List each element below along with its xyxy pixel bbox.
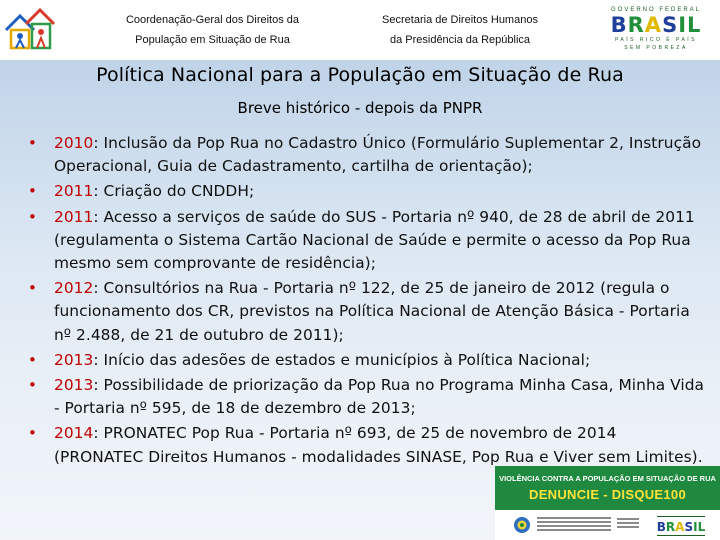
item-year: 2010	[54, 134, 94, 152]
banner-green-panel	[495, 466, 720, 510]
brasil-logo-top-text: GOVERNO FEDERAL	[610, 7, 701, 13]
brasil-logo-word	[608, 14, 704, 36]
item-text: : Acesso a serviços de saúde do SUS - Portaria nº 940, de 28 de abril de 2011 (regulamenta o Sistema Cartão Nacional de Saúde e permite o acesso da Pop Rua mesmo sem comprovante de residência);	[54, 207, 695, 273]
brasil-mini-logo	[651, 516, 711, 536]
bullet-icon: •	[28, 207, 37, 226]
bullet-icon: •	[28, 182, 37, 201]
list-item	[28, 132, 708, 178]
item-year: 2011	[54, 182, 94, 201]
bullet-icon: •	[28, 424, 37, 443]
banner-logos-strip	[495, 510, 720, 540]
ministry-text-logo	[537, 517, 611, 535]
item-text: : Inclusão da Pop Rua no Cadastro Único (Formulário Suplementar 2, Instrução Operacional, Guia de Cadastramento, cartilha de orientação);	[54, 134, 702, 176]
list-item	[28, 206, 708, 276]
item-year: 2011	[54, 207, 94, 226]
brasil-government-logo	[608, 6, 704, 51]
list-item	[28, 277, 708, 347]
disque100-banner	[495, 466, 720, 540]
bullet-icon: •	[28, 134, 37, 152]
banner-violence-text: VIOLÊNCIA CONTRA A POPULAÇÃO EM SITUAÇÃO DE RUA	[499, 474, 716, 483]
item-year: 2013	[54, 350, 94, 369]
secretariat-text-logo	[617, 518, 639, 532]
list-item	[28, 374, 708, 420]
bullet-icon: •	[28, 350, 37, 369]
republic-seal-icon	[513, 515, 531, 535]
list-item	[28, 422, 708, 468]
list-item	[28, 349, 708, 372]
coordination-title	[100, 10, 325, 50]
list-item	[28, 180, 708, 203]
banner-denuncie-text: DENUNCIE - DISQUE100	[529, 487, 686, 502]
item-year: 2013	[54, 376, 94, 395]
item-text: : PRONATEC Pop Rua - Portaria nº 693, de 25 de novembro de 2014 (PRONATEC Direitos Humanos - modalidades SINASE, Pop Rua e Viver sem Limites).	[54, 424, 703, 466]
secretariat-line-1: Secretaria de Direitos Humanos	[382, 14, 538, 26]
brasil-logo-letter-r: R	[627, 13, 645, 37]
item-text: : Início das adesões de estados e municípios à Política Nacional;	[93, 350, 591, 369]
bullet-icon: •	[28, 279, 37, 298]
brasil-mini-word: BRASIL	[656, 520, 706, 534]
brasil-logo-letter-b: B	[610, 13, 628, 37]
item-year: 2012	[54, 279, 94, 298]
secretariat-title	[355, 10, 565, 50]
brasil-logo-letters-il: IL	[678, 13, 702, 37]
brasil-logo-letter-s: S	[662, 13, 679, 37]
item-text: : Possibilidade de priorização da Pop Rua no Programa Minha Casa, Minha Vida - Portaria nº 595, de 18 de dezembro de 2013;	[54, 376, 705, 418]
slide-subtitle: Breve histórico - depois da PNPR	[237, 99, 483, 117]
slide-title: Política Nacional para a População em Situação de Rua	[96, 64, 624, 86]
bullet-icon: •	[28, 376, 37, 395]
coordination-line-2: População em Situação de Rua	[135, 34, 290, 46]
item-text: : Consultórios na Rua - Portaria nº 122, de 25 de janeiro de 2012 (regula o funcionamento dos CR, previstos na Política Nacional de Atenção Básica - Portaria nº 2.488, de 21 de outubro de 2011);	[54, 279, 690, 344]
houses-people-logo-icon	[2, 2, 60, 56]
coordination-line-1: Coordenação-Geral dos Direitos da	[125, 14, 300, 26]
brasil-logo-letter-a: A	[644, 13, 663, 37]
secretariat-line-2: da Presidência da República	[389, 34, 531, 46]
brasil-logo-slogan: PAÍS RICO É PAÍS SEM POBREZA	[614, 37, 698, 51]
history-list	[28, 132, 708, 471]
header-bar	[0, 0, 720, 60]
item-text: : Criação do CNDDH;	[93, 182, 255, 201]
item-year: 2014	[54, 424, 94, 443]
